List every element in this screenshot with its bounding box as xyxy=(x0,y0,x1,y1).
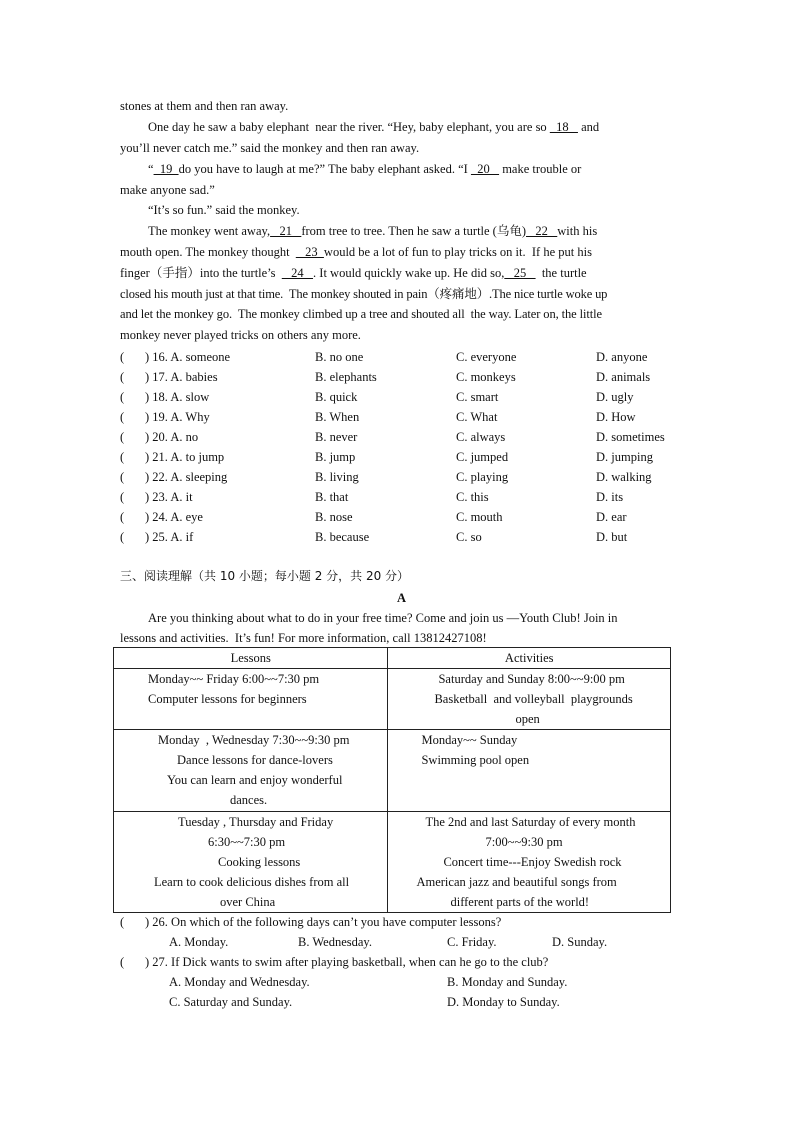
passage-line: make anyone sad.” xyxy=(120,183,215,197)
question-stem: ) 26. On which of the following days can’t you have computer lessons? xyxy=(145,915,502,929)
question-stem: ) 22. A. sleeping xyxy=(145,470,228,484)
passage-text: would be a lot of fun to play tricks on it. If he put his xyxy=(323,245,592,259)
header-lessons: Lessons xyxy=(114,648,388,669)
option-d: D. anyone xyxy=(596,350,648,364)
passage-text: and xyxy=(577,120,600,134)
passage-line xyxy=(148,162,581,176)
answer-paren[interactable]: ( xyxy=(120,430,125,444)
answer-paren[interactable]: ( xyxy=(120,370,125,384)
part-label: A xyxy=(397,591,407,605)
cell-text: Monday~~ Sunday xyxy=(421,733,518,747)
answer-paren[interactable]: ( xyxy=(120,915,125,929)
passage-line: monkey never played tricks on others any more. xyxy=(120,328,361,342)
activities-cell xyxy=(388,812,671,913)
cell-text: Computer lessons for beginners xyxy=(148,692,307,706)
cell-text: Monday , Wednesday 7:30~~9:30 pm xyxy=(158,733,350,747)
option-c: C. smart xyxy=(456,390,499,404)
passage-text: finger（手指）into the turtle’s xyxy=(120,266,282,280)
option-b: B. quick xyxy=(315,390,358,404)
option-d: D. ugly xyxy=(596,390,634,404)
option-b: B. no one xyxy=(315,350,364,364)
blank-22: 22 xyxy=(526,224,558,238)
cell-text: over China xyxy=(220,895,276,909)
cell-text: dances. xyxy=(230,793,268,807)
answer-paren[interactable]: ( xyxy=(120,350,125,364)
cell-text: Saturday and Sunday 8:00~~9:00 pm xyxy=(438,672,625,686)
option-c: C. always xyxy=(456,430,506,444)
question-stem: ) 27. If Dick wants to swim after playing basketball, when can he go to the club? xyxy=(145,955,549,969)
blank-21: 21 xyxy=(270,224,302,238)
option-d: D. animals xyxy=(596,370,651,384)
question-stem: ) 24. A. eye xyxy=(145,510,203,524)
answer-paren[interactable]: ( xyxy=(120,450,125,464)
option-a: A. Monday. xyxy=(169,935,229,949)
option-c: C. everyone xyxy=(456,350,517,364)
passage-line xyxy=(148,224,597,238)
cell-text: open xyxy=(515,712,540,726)
blank-24: 24 xyxy=(281,266,314,280)
option-d: D. sometimes xyxy=(596,430,665,444)
option-c: C. monkeys xyxy=(456,370,516,384)
passage-text: “ xyxy=(148,162,154,176)
activities-cell xyxy=(388,669,671,730)
cell-text: Swimming pool open xyxy=(421,753,530,767)
activities-cell xyxy=(388,730,671,812)
passage-text: The monkey went away, xyxy=(148,224,271,238)
option-d: D. ear xyxy=(596,510,627,524)
passage-text: mouth open. The monkey thought xyxy=(120,245,296,259)
passage-text: the turtle xyxy=(535,266,587,280)
question-stem: ) 16. A. someone xyxy=(145,350,231,364)
cell-text: Cooking lessons xyxy=(218,855,301,869)
passage-line: closed his mouth just at that time. The monkey shouted in pain（疼痛地）.The nice turtle woke up xyxy=(120,287,608,301)
cell-text: 6:30~~7:30 pm xyxy=(208,835,286,849)
answer-paren[interactable]: ( xyxy=(120,390,125,404)
header-activities: Activities xyxy=(388,648,671,669)
option-b: B. Monday and Sunday. xyxy=(447,975,568,989)
option-d: D. but xyxy=(596,530,628,544)
cell-text: Monday~~ Friday 6:00~~7:30 pm xyxy=(148,672,320,686)
cell-text: Tuesday , Thursday and Friday xyxy=(178,815,334,829)
table-header-row xyxy=(114,648,671,669)
question-stem: ) 18. A. slow xyxy=(145,390,210,404)
answer-paren[interactable]: ( xyxy=(120,530,125,544)
cell-text: Dance lessons for dance-lovers xyxy=(177,753,333,767)
passage-line: stones at them and then ran away. xyxy=(120,99,289,113)
cell-text: Learn to cook delicious dishes from all xyxy=(154,875,350,889)
lessons-cell xyxy=(114,669,388,730)
lessons-cell xyxy=(114,730,388,812)
option-c: C. Saturday and Sunday. xyxy=(169,995,293,1009)
cell-text: You can learn and enjoy wonderful xyxy=(167,773,343,787)
option-b: B. because xyxy=(315,530,370,544)
option-c: C. mouth xyxy=(456,510,503,524)
answer-paren[interactable]: ( xyxy=(120,490,125,504)
passage-text: do you have to laugh at me?” The baby elephant asked. “I xyxy=(178,162,471,176)
cell-text: American jazz and beautiful songs from xyxy=(416,875,617,889)
option-b: B. nose xyxy=(315,510,353,524)
question-stem: ) 17. A. babies xyxy=(145,370,218,384)
option-b: B. never xyxy=(315,430,358,444)
blank-23: 23 xyxy=(295,245,324,259)
option-c: C. this xyxy=(456,490,489,504)
answer-paren[interactable]: ( xyxy=(120,955,125,969)
question-stem: ) 25. A. if xyxy=(145,530,194,544)
option-a: A. Monday and Wednesday. xyxy=(169,975,310,989)
blank-25: 25 xyxy=(504,266,536,280)
option-b: B. jump xyxy=(315,450,356,464)
option-b: B. elephants xyxy=(315,370,377,384)
option-c: C. Friday. xyxy=(447,935,497,949)
option-d: D. its xyxy=(596,490,624,504)
passage-line: “It’s so fun.” said the monkey. xyxy=(148,203,300,217)
answer-paren[interactable]: ( xyxy=(120,510,125,524)
option-b: B. When xyxy=(315,410,360,424)
cell-text: Basketball and volleyball playgrounds xyxy=(434,692,633,706)
question-stem: ) 20. A. no xyxy=(145,430,199,444)
section-title: 三、阅读理解（共 10 小题；每小题 2 分，共 20 分） xyxy=(120,569,410,583)
option-b: B. that xyxy=(315,490,349,504)
option-c: C. jumped xyxy=(456,450,509,464)
option-c: C. What xyxy=(456,410,498,424)
option-c: C. so xyxy=(456,530,482,544)
option-b: B. living xyxy=(315,470,359,484)
question-stem: ) 21. A. to jump xyxy=(145,450,225,464)
club-schedule-table xyxy=(113,647,671,913)
option-b: B. Wednesday. xyxy=(298,935,372,949)
answer-paren[interactable]: ( xyxy=(120,410,125,424)
question-stem: ) 19. A. Why xyxy=(145,410,210,424)
passage-text: with his xyxy=(557,224,598,238)
passage-line: you’ll never catch me.” said the monkey and then ran away. xyxy=(120,141,420,155)
blank-18: 18 xyxy=(549,120,578,134)
question-stem: ) 23. A. it xyxy=(145,490,193,504)
passage-line xyxy=(120,245,592,259)
option-d: D. Monday to Sunday. xyxy=(447,995,560,1009)
intro-line: lessons and activities. It’s fun! For more information, call 13812427108! xyxy=(120,631,487,645)
intro-line: Are you thinking about what to do in your free time? Come and join us —Youth Club! Join in xyxy=(148,611,618,625)
cell-text: different parts of the world! xyxy=(450,895,590,909)
passage-text: from tree to tree. Then he saw a turtle (乌龟) xyxy=(301,224,527,238)
option-d: D. Sunday. xyxy=(552,935,608,949)
blank-19: 19 xyxy=(153,162,179,176)
cell-text: 7:00~~9:30 pm xyxy=(485,835,563,849)
lessons-cell xyxy=(114,812,388,913)
table-row xyxy=(114,730,671,812)
option-c: C. playing xyxy=(456,470,509,484)
answer-paren[interactable]: ( xyxy=(120,470,125,484)
option-d: D. How xyxy=(596,410,636,424)
option-d: D. walking xyxy=(596,470,652,484)
option-d: D. jumping xyxy=(596,450,653,464)
passage-line: and let the monkey go. The monkey climbed up a tree and shouted all the way. Later on, the little xyxy=(120,307,602,321)
passage-text: . It would quickly wake up. He did so, xyxy=(313,266,505,280)
cell-text: Concert time---Enjoy Swedish rock xyxy=(443,855,622,869)
passage-line xyxy=(120,266,587,280)
passage-text: One day he saw a baby elephant near the river. “Hey, baby elephant, you are so xyxy=(148,120,550,134)
blank-20: 20 xyxy=(470,162,500,176)
table-row xyxy=(114,669,671,730)
table-row xyxy=(114,812,671,913)
passage-line xyxy=(148,120,599,134)
cell-text: The 2nd and last Saturday of every month xyxy=(425,815,636,829)
passage-text: make trouble or xyxy=(499,162,582,176)
